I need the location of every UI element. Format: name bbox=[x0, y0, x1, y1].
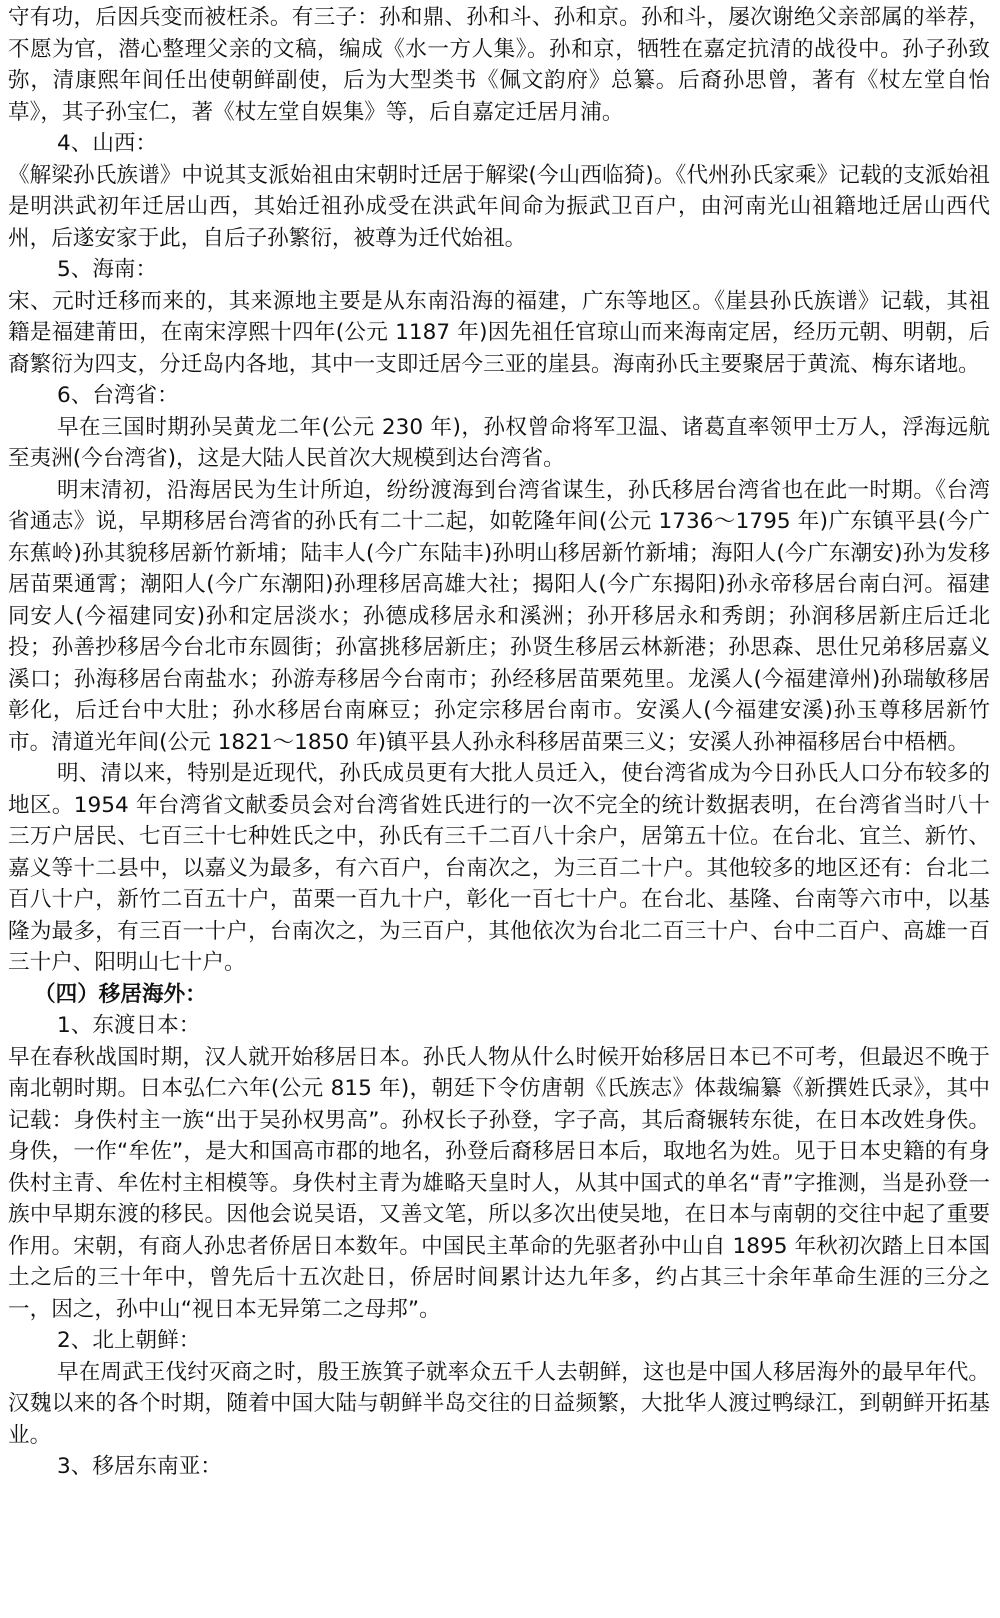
subsection-heading-southeast-asia: 3、移居东南亚： bbox=[57, 1454, 222, 1479]
section-heading-overseas: （四）移居海外： bbox=[34, 981, 207, 1007]
paragraph-hainan: 宋、元时迁移而来的，其来源地主要是从东南沿海的福建，广东等地区。《崖县孙氏族谱》记载，其祖籍是福建莆田，在南宋淳熙十四年(公元 1187 年)因先祖任官琼山而来海南定居，经历元朝、明朝，后裔繁衍为四支，分迁岛内各地，其中一支即迁居今三亚的崖县。海南孙氏主要聚居于黄流、梅东诸地。 bbox=[8, 288, 990, 377]
section-heading-shanxi: 4、山西： bbox=[57, 131, 158, 156]
paragraph-shanxi: 《解梁孙氏族谱》中说其支派始祖由宋朝时迁居于解梁(今山西临猗)。《代州孙氏家乘》记载的支派始祖是明洪武初年迁居山西，其始迁祖孙成受在洪武年间命为振武卫百户，由河南光山祖籍地迁居山西代州，后遂安家于此，自后子孙繁衍，被尊为迁代始祖。 bbox=[8, 162, 990, 251]
paragraph-taiwan-3: 明、清以来，特别是近现代，孙氏成员更有大批人员迁入，使台湾省成为今日孙氏人口分布较多的地区。1954 年台湾省文献委员会对台湾省姓氏进行的一次不完全的统计数据表明，在台湾省当时八十三万户居民、七百三十七种姓氏之中，孙氏有三千二百八十余户，居第五十位。在台北、宜兰、新竹、嘉义等十二县中，以嘉义为最多，有六百户，台南次之，为三百二十户。其他较多的地区还有：台北二百八十户，新竹二百五十户，苗栗一百九十户，彰化一百七十户。在台北、基隆、台南等六市中，以基隆为最多，有三百一十户，台南次之，为三百户，其他依次为台北二百三十户、台中二百户、高雄一百三十户、阳明山七十户。 bbox=[8, 761, 990, 975]
paragraph-taiwan-2: 明末清初，沿海居民为生计所迫，纷纷渡海到台湾省谋生，孙氏移居台湾省也在此一时期。《台湾省通志》说，早期移居台湾省的孙氏有二十二起，如乾隆年间(公元 1736～1795 年)广东镇平县(今广东蕉岭)孙其貌移居新竹新埔；陆丰人(今广东陆丰)孙明山移居新竹新埔；海阳人(今广东潮安)孙为发移居苗栗通霄；潮阳人(今广东潮阳)孙理移居高雄大社；揭阳人(今广东揭阳)孙永帝移居台南白河。福建同安人(今福建同安)孙和定居淡水；孙德成移居永和溪洲；孙开移居永和秀朗；孙润移居新庄后迁北投；孙善抄移居今台北市东圆街；孙富挑移居新庄；孙贤生移居云林新港；孙思森、思仕兄弟移居嘉义溪口；孙海移居台南盐水；孙游寿移居今台南市；孙经移居苗栗苑里。龙溪人(今福建漳州)孙瑞敏移居彰化，后迁台中大肚；孙水移居台南麻豆；孙定宗移居台南市。安溪人(今福建安溪)孙玉尊移居新竹市。清道光年间(公元 1821～1850 年)镇平县人孙永科移居苗栗三义；安溪人孙神福移居台中梧栖。 bbox=[8, 477, 990, 755]
paragraph-korea: 早在周武王伐纣灭商之时，殷王族箕子就率众五千人去朝鲜，这也是中国人移居海外的最早年代。汉魏以来的各个时期，随着中国大陆与朝鲜半岛交往的日益频繁，大批华人渡过鸭绿江，到朝鲜开拓基业。 bbox=[8, 1359, 990, 1448]
section-heading-taiwan: 6、台湾省： bbox=[57, 383, 179, 408]
intro-paragraph: 守有功，后因兵变而被枉杀。有三子：孙和鼎、孙和斗、孙和京。孙和斗，屡次谢绝父亲部属的举荐，不愿为官，潜心整理父亲的文稿，编成《水一方人集》。孙和京，牺牲在嘉定抗清的战役中。孙子孙致弥，清康熙年间任出使朝鲜副使，后为大型类书《佩文韵府》总纂。后裔孙思曾，著有《杖左堂自怡草》，其子孙宝仁，著《杖左堂自娱集》等，后自嘉定迁居月浦。 bbox=[8, 5, 990, 125]
paragraph-taiwan-1: 早在三国时期孙吴黄龙二年(公元 230 年)，孙权曾命将军卫温、诸葛直率领甲士万人，浮海远航至夷洲(今台湾省)，这是大陆人民首次大规模到达台湾省。 bbox=[8, 414, 990, 471]
paragraph-japan: 早在春秋战国时期，汉人就开始移居日本。孙氏人物从什么时候开始移居日本已不可考，但最迟不晚于南北朝时期。日本弘仁六年(公元 815 年)，朝廷下令仿唐朝《氏族志》体裁编纂《新撰姓氏录》，其中记载：身佚村主一族“出于吴孙权男高”。孙权长子孙登，字子高，其后裔辗转东徙，在日本改姓身佚。身佚，一作“牟佐”，是大和国高市郡的地名，孙登后裔移居日本后，取地名为姓。见于日本史籍的有身佚村主青、牟佐村主相模等。身佚村主青为雄略天皇时人，从其中国式的单名“青”字推测，当是孙登一族中早期东渡的移民。因他会说吴语，又善文笔，所以多次出使吴地，在日本与南朝的交往中起了重要作用。宋朝，有商人孙忠者侨居日本数年。中国民主革命的先驱者孙中山自 1895 年秋初次踏上日本国土之后的三十年中，曾先后十五次赴日，侨居时间累计达九年多，约占其三十余年革命生涯的三分之一，因之，孙中山“视日本无异第二之母邦”。 bbox=[8, 1044, 990, 1322]
subsection-heading-korea: 2、北上朝鲜： bbox=[57, 1328, 201, 1353]
subsection-heading-japan: 1、东渡日本： bbox=[57, 1013, 201, 1038]
section-heading-hainan: 5、海南： bbox=[57, 257, 158, 282]
